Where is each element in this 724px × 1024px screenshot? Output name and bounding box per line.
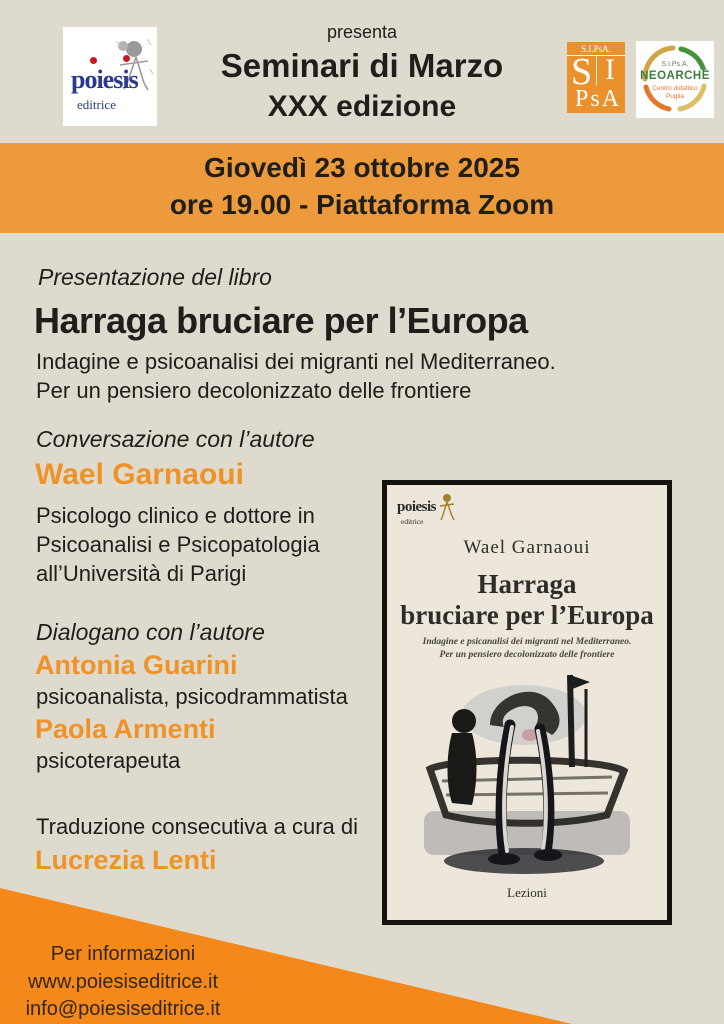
neoarche-logo (636, 41, 714, 118)
cover-publisher-logo (397, 493, 457, 535)
presenta-label: presenta (326, 22, 398, 42)
sipsa-letter-s: S (571, 51, 593, 93)
cover-series-label: Lezioni (507, 885, 547, 900)
book-subtitle-line2: Per un pensiero decolonizzato delle frontiere (36, 378, 472, 403)
sipsa-letter-i: I (596, 55, 615, 85)
footer-website-link[interactable]: www.poiesiseditrice.it (27, 970, 219, 993)
author-bio-line2: Psicoanalisi e Psicopatologia (36, 532, 320, 557)
neoarche-caption: S.I.Ps.A. (661, 61, 689, 68)
cover-author: Wael Garnaoui (463, 537, 591, 558)
speaker1-role: psicoanalista, psicodrammatista (36, 684, 348, 709)
cover-subtitle-line1: Indagine e psicanalisi dei migranti nel Mediterraneo. (422, 637, 632, 647)
translator-name: Lucrezia Lenti (35, 845, 217, 875)
book-cover (382, 480, 672, 925)
poiesis-gold-figure-icon (437, 493, 457, 521)
cover-title-line1: Harraga (477, 569, 577, 599)
footer-email-link[interactable]: info@poiesiseditrice.it (25, 998, 221, 1020)
cover-title-line2: bruciare per l’Europa (400, 600, 654, 630)
author-name: Wael Garnaoui (35, 458, 244, 491)
neoarche-subtitle-line1: Centro didattico (652, 85, 698, 92)
conversation-label: Conversazione con l’autore (36, 426, 315, 452)
author-bio-line1: Psicologo clinico e dottore in (36, 503, 315, 528)
cover-publisher-subtitle: editrice (401, 517, 424, 526)
poiesis-logo-subtitle: editrice (77, 97, 116, 112)
speaker2-role: psicoterapeuta (36, 748, 181, 773)
book-subtitle-line1: Indagine e psicoanalisi dei migranti nel Mediterraneo. (36, 349, 556, 374)
author-bio-line3: all’Università di Parigi (36, 561, 247, 586)
dialog-label: Dialogano con l’autore (36, 619, 265, 645)
date-banner (0, 143, 724, 233)
event-date: Giovedì 23 ottobre 2025 (204, 152, 520, 183)
sipsa-letters-psa: PsA (575, 86, 622, 112)
presentation-kicker: Presentazione del libro (38, 264, 272, 290)
footer-contact-block (18, 941, 228, 1024)
event-time-platform: ore 19.00 - Piattaforma Zoom (169, 189, 555, 220)
speaker2-name: Paola Armenti (35, 714, 216, 744)
book-title-heading: Harraga bruciare per l’Europa (34, 300, 528, 341)
ink-wash-boat-figures-illustration (412, 663, 642, 878)
event-title: Seminari di Marzo (220, 47, 504, 84)
sipsa-logo-caption: S.I.PsA. (567, 44, 625, 56)
neoarche-subtitle-line2: Puglia (665, 93, 685, 100)
cover-publisher-wordmark: poiesis (397, 499, 437, 515)
footer-info-label: Per informazioni (50, 943, 196, 965)
event-edition: XXX edizione (267, 90, 457, 123)
cover-subtitle-line2: Per un pensiero decolonizzato delle frontiere (439, 650, 615, 660)
translation-label: Traduzione consecutiva a cura di (36, 814, 359, 839)
neoarche-wordmark: NEOARCHÈ (640, 70, 710, 82)
speaker1-name: Antonia Guarini (35, 650, 238, 680)
sipsa-logo (567, 42, 625, 113)
poiesis-logo-wordmark: poiesis (71, 65, 138, 94)
